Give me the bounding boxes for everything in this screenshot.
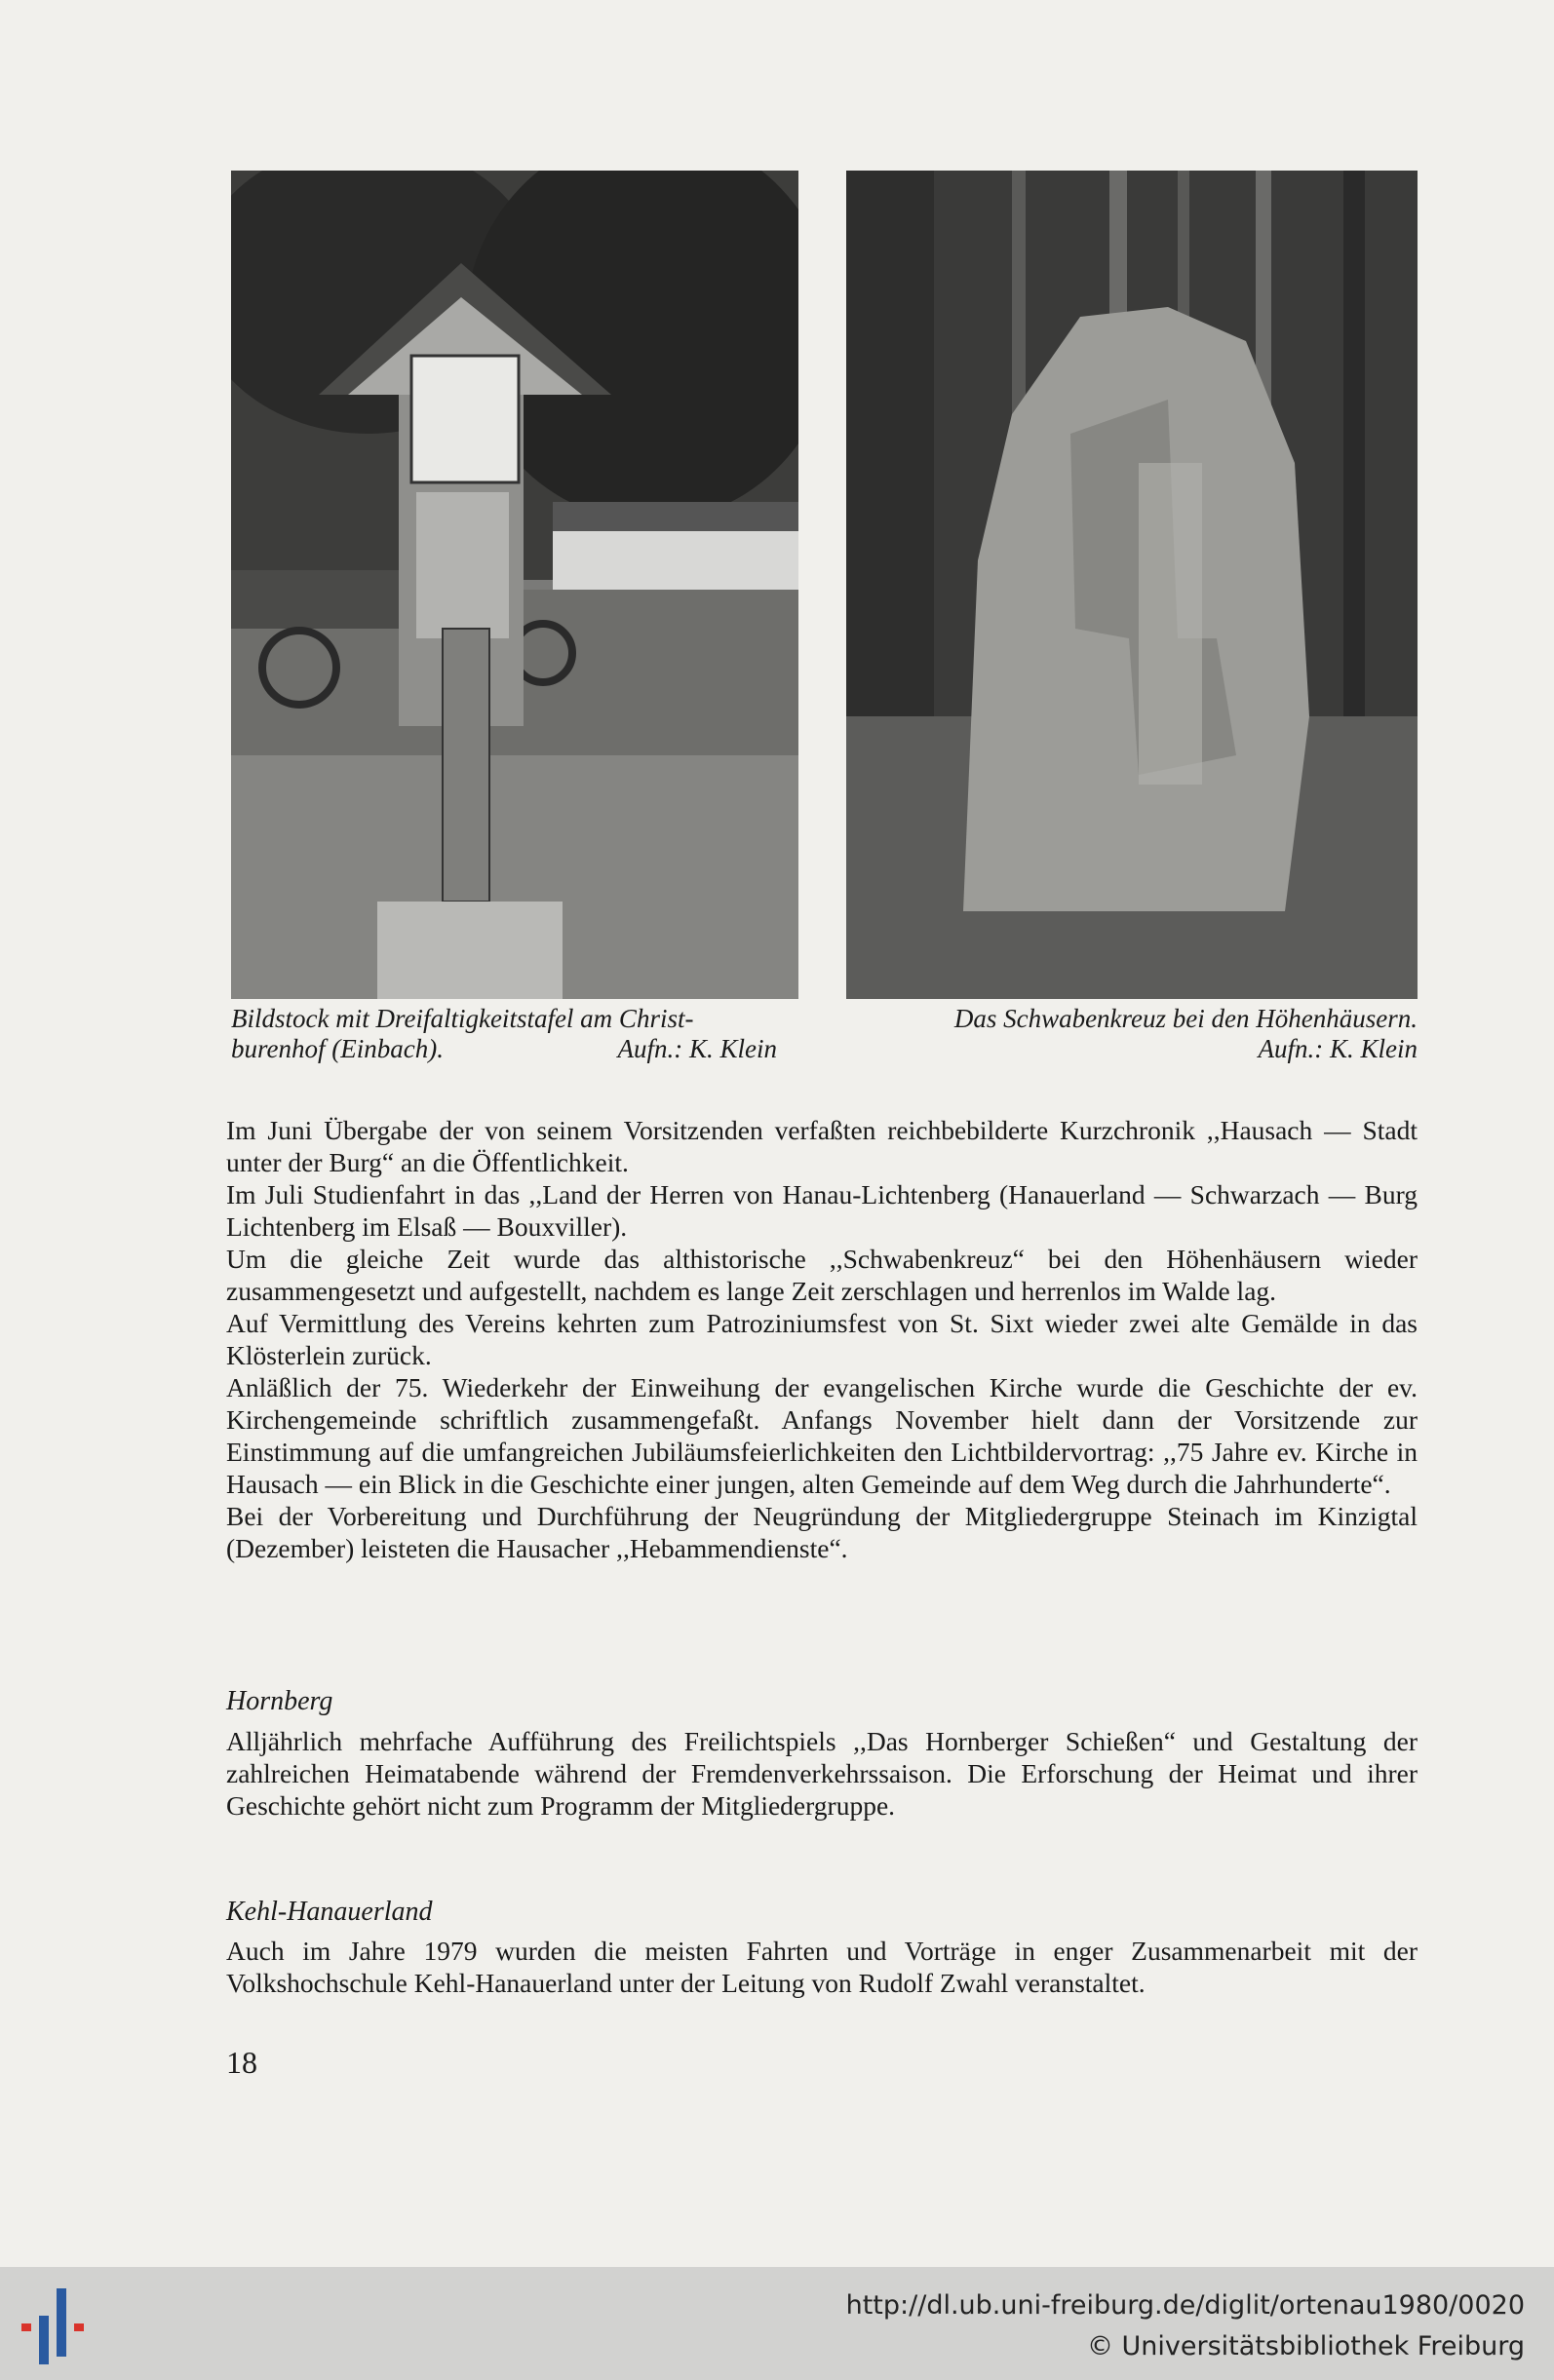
paragraph: Auch im Jahre 1979 wurden die meisten Fahrten und Vorträge in enger Zusammenarbeit mit der Volkshochschule Kehl-Hanauerland unter der Leitung von Rudolf Zwahl veranstaltet. bbox=[226, 1936, 1418, 1998]
caption-left bbox=[231, 1004, 798, 1064]
photo-stone-cross bbox=[846, 171, 1418, 999]
footer-copyright: © Universitätsbibliothek Freiburg bbox=[1086, 2331, 1525, 2361]
heading-hornberg: Hornberg bbox=[226, 1686, 333, 1716]
caption-left-line2-row bbox=[231, 1034, 798, 1064]
caption-right-line1: Das Schwabenkreuz bei den Höhenhäusern. bbox=[953, 1004, 1418, 1033]
footer-url-link[interactable]: http://dl.ub.uni-freiburg.de/diglit/ortenau1980/0020 bbox=[845, 2290, 1525, 2321]
paragraph: Alljährlich mehrfache Aufführung des Freilichtspiels ,,Das Hornberger Schießen“ und Gestaltung der zahlreichen Heimatabende während der Fremdenverkehrssaison. Die Erforschung der Heimat und ihrer Geschichte gehört nicht zum Programm der Mitgliedergruppe. bbox=[226, 1726, 1418, 1821]
caption-right bbox=[846, 1004, 1418, 1064]
hornberg-text bbox=[226, 1725, 1418, 1822]
kehl-text bbox=[226, 1935, 1418, 1999]
paragraph: Im Juni Übergabe der von seinem Vorsitzenden verfaßten reichbebilderte Kurzchronik ,,Hausach — Stadt unter der Burg“ an die Öffentlichkeit. bbox=[226, 1115, 1418, 1177]
main-text bbox=[226, 1114, 1418, 1564]
photo-wayside-shrine bbox=[231, 171, 798, 999]
caption-right-credit: Aufn.: K. Klein bbox=[1258, 1034, 1418, 1063]
caption-left-credit: Aufn.: K. Klein bbox=[617, 1034, 777, 1063]
paragraph: Anläßlich der 75. Wiederkehr der Einweihung der evangelischen Kirche wurde die Geschichte der ev. Kirchengemeinde schriftlich zusammengefaßt. Anfangs November hielt dann der Vorsitzende zur Einstimmung auf die umfangreichen Jubiläumsfeierlichkeiten den Lichtbildervortrag: ,,75 Jahre ev. Kirche in Hausach — ein Blick in die Geschichte einer jungen, alten Gemeinde auf dem Weg durch die Jahrhunderte“. bbox=[226, 1372, 1418, 1499]
paragraph: Im Juli Studienfahrt in das ,,Land der Herren von Hanau-Lichtenberg (Hanauerland — Schwarzach — Burg Lichtenberg im Elsaß — Bouxviller). bbox=[226, 1179, 1418, 1242]
paragraph: Um die gleiche Zeit wurde das althistorische ,,Schwabenkreuz“ bei den Höhenhäusern wieder zusammengesetzt und aufgestellt, nachdem es lange Zeit zerschlagen und herrenlos im Walde lag. bbox=[226, 1244, 1418, 1306]
heading-kehl-hanauerland: Kehl-Hanauerland bbox=[226, 1897, 433, 1927]
ub-freiburg-logo-icon bbox=[18, 2281, 105, 2368]
paragraph: Auf Vermittlung des Vereins kehrten zum Patroziniumsfest von St. Sixt wieder zwei alte Gemälde in das Klösterlein zurück. bbox=[226, 1308, 1418, 1370]
page-number: 18 bbox=[226, 2045, 257, 2080]
caption-left-line1: Bildstock mit Dreifaltigkeitstafel am Christ- bbox=[231, 1004, 694, 1033]
paragraph: Bei der Vorbereitung und Durchführung der Neugründung der Mitgliedergruppe Steinach im Kinzigtal (Dezember) leisteten die Hausacher ,,Hebammendienste“. bbox=[226, 1501, 1418, 1563]
footer-bar bbox=[0, 2267, 1554, 2380]
caption-left-line2: burenhof (Einbach). bbox=[231, 1034, 444, 1063]
